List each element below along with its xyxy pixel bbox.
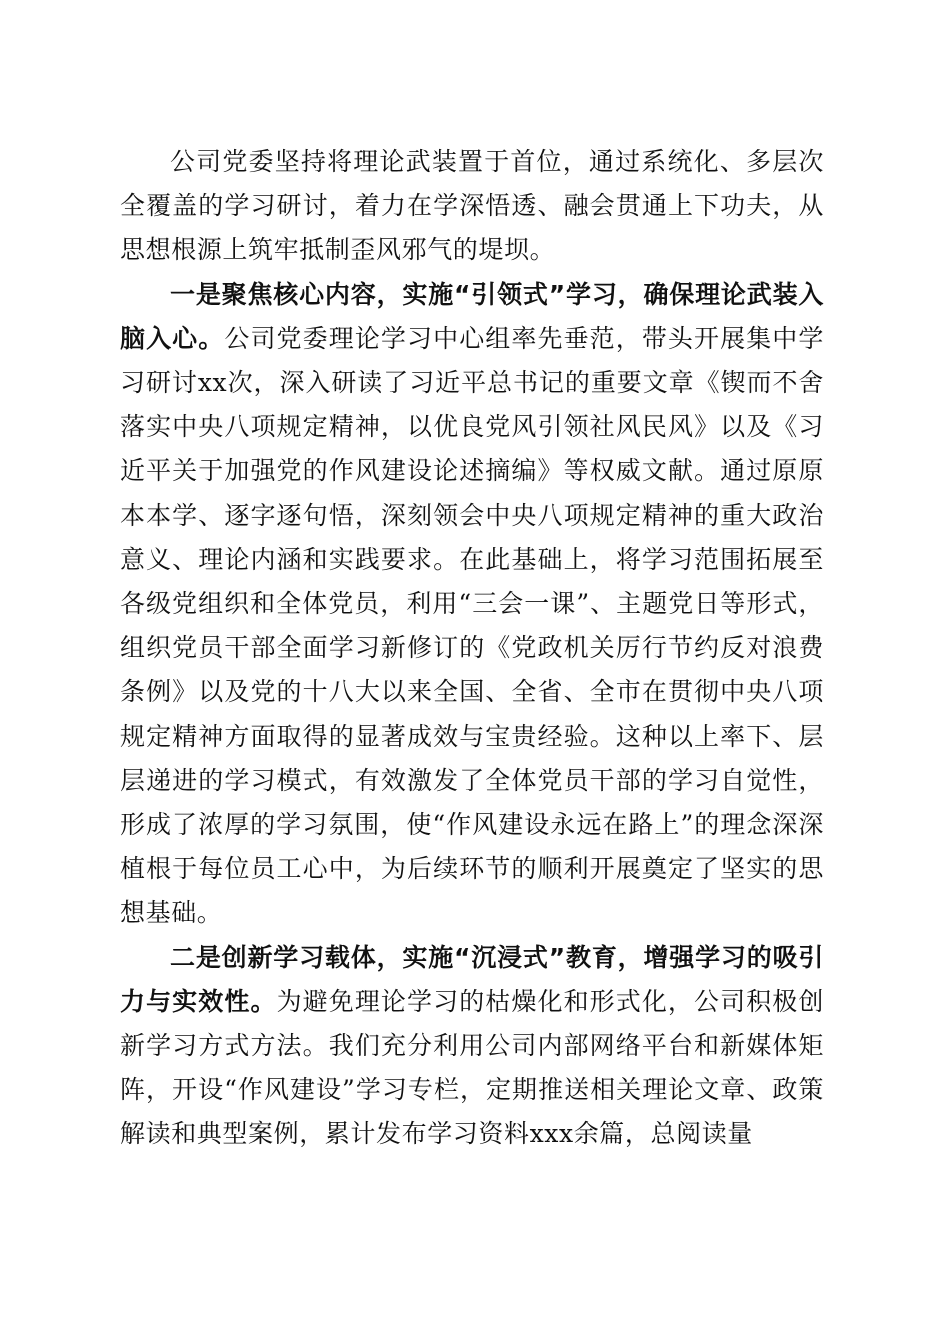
- paragraph-point-one-text: 公司党委理论学习中心组率先垂范，带头开展集中学习研讨xx次，深入研读了习近平总书记的重要文章《锲而不舍落实中央八项规定精神，以优良党风引领社风民风》以及《习近平关于加强党的作风建设论述摘编》等权威文献。通过原原本本学、逐字逐句悟，深刻领会中央八项规定精神的重大政治意义、理论内涵和实践要求。在此基础上，将学习范围拓展至各级党组织和全体党员，利用“三会一课”、主题党日等形式，组织党员干部全面学习新修订的《党政机关厉行节约反对浪费条例》以及党的十八大以来全国、全省、全市在贯彻中央八项规定精神方面取得的显著成效与宝贵经验。这种以上率下、层层递进的学习模式，有效激发了全体党员干部的学习自觉性，形成了浓厚的学习氛围，使“作风建设永远在路上”的理念深深植根于每位员工心中，为后续环节的顺利开展奠定了坚实的思想基础。: [120, 323, 824, 928]
- document-body: [120, 140, 824, 1157]
- paragraph-point-one: [120, 273, 824, 936]
- paragraph-intro: [120, 140, 824, 273]
- paragraph-intro-text: 公司党委坚持将理论武装置于首位，通过系统化、多层次全覆盖的学习研讨，着力在学深悟透、融会贯通上下功夫，从思想根源上筑牢抵制歪风邪气的堤坝。: [120, 147, 824, 265]
- paragraph-point-two-heading: 二是创新学习载体，实施“沉浸式”教育，增强学习的吸引力与实效性。: [120, 942, 824, 1016]
- paragraph-point-two-text: 为避免理论学习的枯燥化和形式化，公司积极创新学习方式方法。我们充分利用公司内部网络平台和新媒体矩阵，开设“作风建设”学习专栏，定期推送相关理论文章、政策解读和典型案例，累计发布学习资料xxx余篇，总阅读量: [120, 986, 824, 1149]
- paragraph-point-two: [120, 936, 824, 1157]
- paragraph-point-one-heading: 一是聚焦核心内容，实施“引领式”学习，确保理论武装入脑入心。: [120, 279, 824, 353]
